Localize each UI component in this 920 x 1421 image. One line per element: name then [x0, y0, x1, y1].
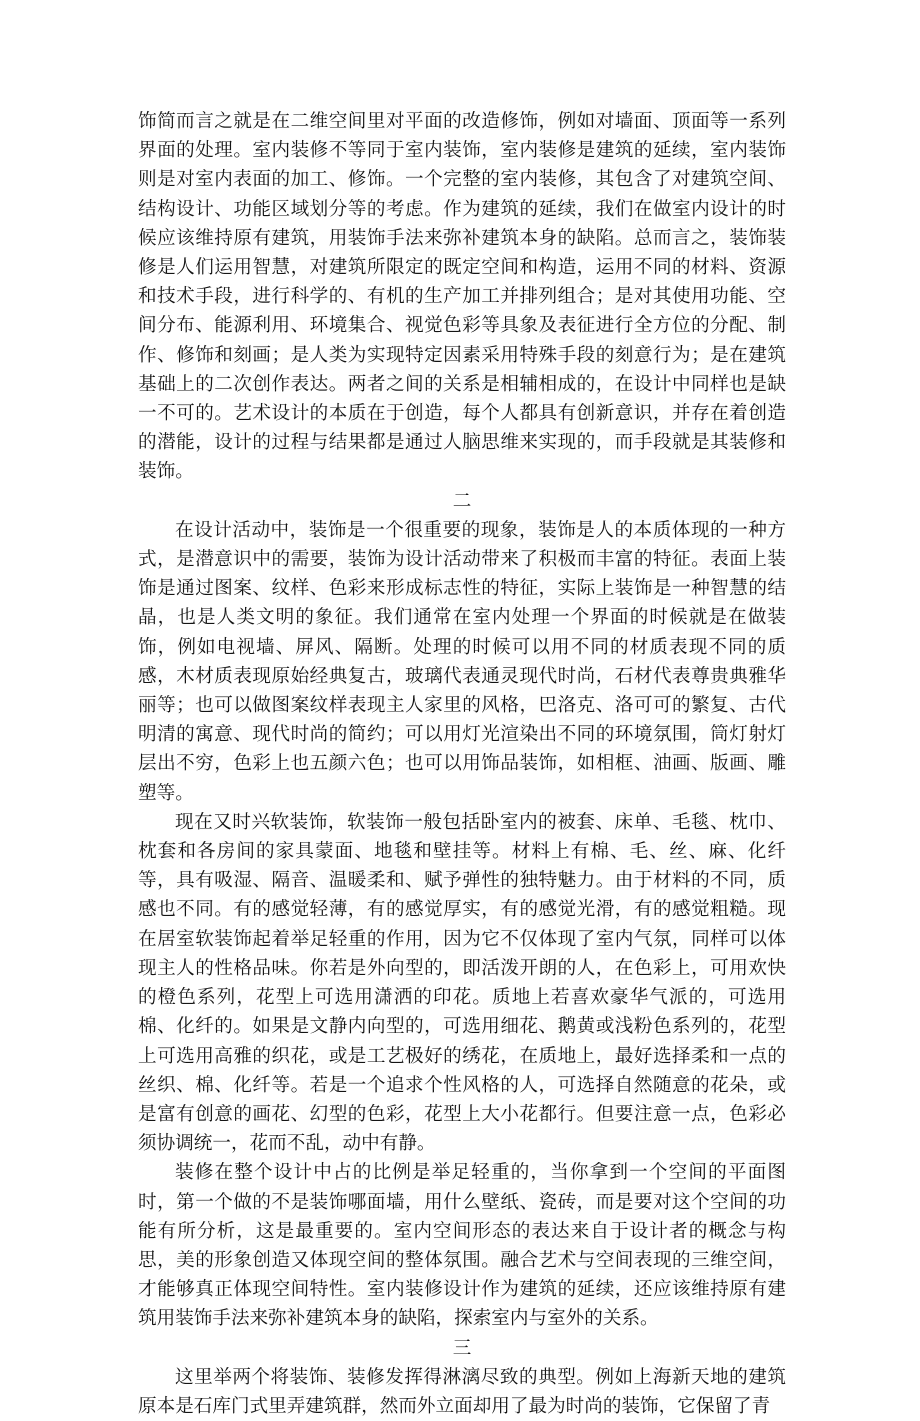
section-heading: 二: [452, 490, 472, 512]
paragraph: 这里举两个将装饰、装修发挥得淋漓尽致的典型。例如上海新天地的建筑原本是石库门式里弄建筑群，然而外立面却用了最为时尚的装饰，它保留了青: [138, 1366, 786, 1417]
document-body: [138, 107, 786, 1421]
paragraph: 装修在整个设计中占的比例是举足轻重的，当你拿到一个空间的平面图时，第一个做的不是装饰哪面墙，用什么壁纸、瓷砖，而是要对这个空间的功能有所分析，这是最重要的。室内空间形态的表达来自于设计者的概念与构思，美的形象创造又体现空间的整体氛围。融合艺术与空间表现的三维空间，才能够真正体现空间特性。室内装修设计作为建筑的延续，还应该维持原有建筑用装饰手法来弥补建筑本身的缺陷，探索室内与室外的关系。: [138, 1162, 786, 1330]
paragraph: 在设计活动中，装饰是一个很重要的现象，装饰是人的本质体现的一种方式，是潜意识中的需要，装饰为设计活动带来了积极而丰富的特征。表面上装饰是通过图案、纹样、色彩来形成标志性的特征，实际上装饰是一种智慧的结晶，也是人类文明的象征。我们通常在室内处理一个界面的时候就是在做装饰，例如电视墙、屏风、隔断。处理的时候可以用不同的材质表现不同的质感，木材质表现原始经典复古，玻璃代表通灵现代时尚，石材代表尊贵典雅华丽等；也可以做图案纹样表现主人家里的风格，巴洛克、洛可可的繁复、古代明清的寓意、现代时尚的简约；可以用灯光渲染出不同的环境氛围，筒灯射灯层出不穷，色彩上也五颜六色；也可以用饰品装饰，如相框、油画、版画、雕塑等。: [138, 519, 786, 804]
paragraph: 现在又时兴软装饰，软装饰一般包括卧室内的被套、床单、毛毯、枕巾、枕套和各房间的家具蒙面、地毯和壁挂等。材料上有棉、毛、丝、麻、化纤等，具有吸湿、隔音、温暖柔和、赋予弹性的独特魅力。由于材料的不同，质感也不同。有的感觉轻薄，有的感觉厚实，有的感觉光滑，有的感觉粗糙。现在居室软装饰起着举足轻重的作用，因为它不仅体现了室内气氛，同样可以体现主人的性格品味。你若是外向型的，即活泼开朗的人，在色彩上，可用欢快的橙色系列，花型上可选用潇洒的印花。质地上若喜欢豪华气派的，可选用棉、化纤的。如果是文静内向型的，可选用细花、鹅黄或浅粉色系列的，花型上可选用高雅的织花，或是工艺极好的绣花，在质地上，最好选择柔和一点的丝织、棉、化纤等。若是一个追求个性风格的人，可选择自然随意的花朵，或是富有创意的画花、幻型的色彩，花型上大小花都行。但要注意一点，色彩必须协调统一，花而不乱，动中有静。: [138, 811, 786, 1155]
section-heading: 三: [452, 1337, 472, 1359]
paragraph: 饰简而言之就是在二维空间里对平面的改造修饰，例如对墙面、顶面等一系列界面的处理。室内装修不等同于室内装饰，室内装修是建筑的延续，室内装饰则是对室内表面的加工、修饰。一个完整的室内装修，其包含了对建筑空间、结构设计、功能区域划分等的考虑。作为建筑的延续，我们在做室内设计的时候应该维持原有建筑，用装饰手法来弥补建筑本身的缺陷。总而言之，装饰装修是人们运用智慧，对建筑所限定的既定空间和构造，运用不同的材料、资源和技术手段，进行科学的、有机的生产加工并排列组合；是对其使用功能、空间分布、能源利用、环境集合、视觉色彩等具象及表征进行全方位的分配、制作、修饰和刻画；是人类为实现特定因素采用特殊手段的刻意行为；是在建筑基础上的二次创作表达。两者之间的关系是相辅相成的，在设计中同样也是缺一不可的。艺术设计的本质在于创造，每个人都具有创新意识，并存在着创造的潜能，设计的过程与结果都是通过人脑思维来实现的，而手段就是其装修和装饰。: [138, 111, 786, 483]
